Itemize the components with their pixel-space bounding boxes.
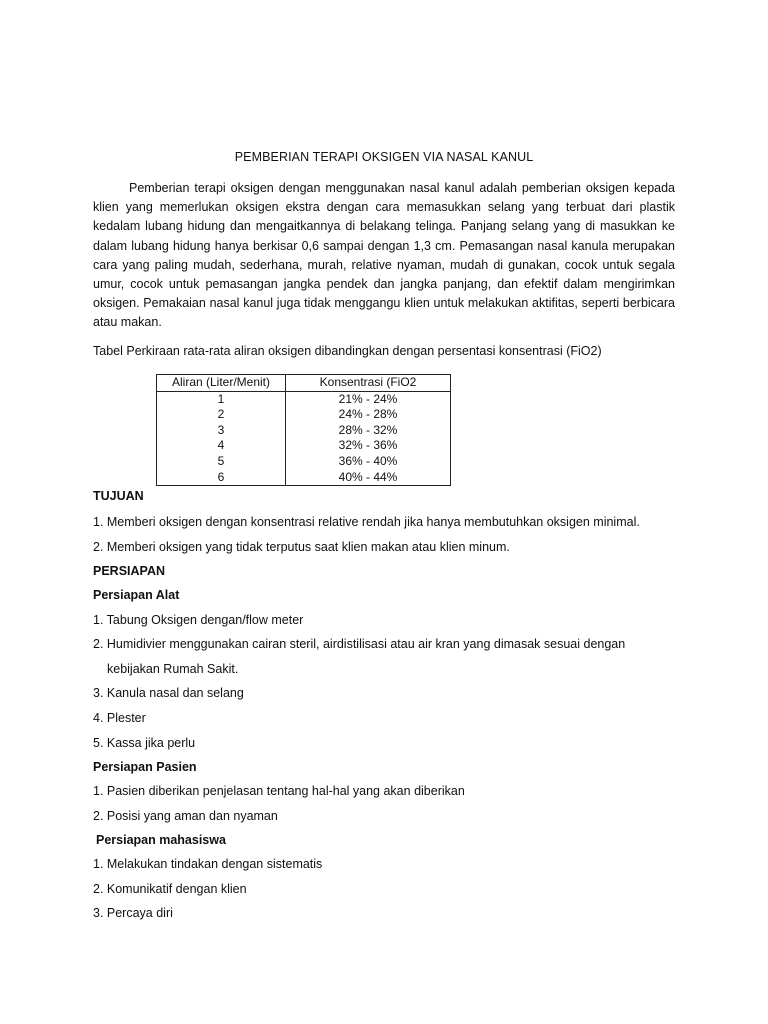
cell-flow: 1 (157, 391, 286, 407)
header-aliran: Aliran (Liter/Menit) (157, 375, 286, 392)
alat-item: 5. Kassa jika perlu (93, 736, 196, 750)
mahasiswa-item: 3. Percaya diri (93, 906, 173, 920)
document-page (93, 0, 675, 1024)
persiapan-heading: PERSIAPAN (93, 564, 166, 578)
table-row (157, 407, 451, 423)
tujuan-item: 2. Memberi oksigen yang tidak terputus saat klien makan atau klien minum. (93, 540, 510, 554)
table-header-row (157, 375, 451, 392)
cell-flow: 3 (157, 423, 286, 439)
intro-paragraph: Pemberian terapi oksigen dengan menggunakan nasal kanul adalah pemberian oksigen kepada klien yang memerlukan oksigen ekstra dengan cara memasukkan selang yang terbuat dari plastik kedalam lubang hidung dan mengaitkannya di belakang telinga. Panjang selang yang di masukkan ke dalam lubang hidung hanya berkisar 0,6 sampai dengan 1,3 cm. Pemasangan nasal kanula merupakan cara yang paling mudah, sederhana, murah, relative nyaman, mudah di gunakan, cocok untuk segala umur, cocok untuk pemasangan jangka pendek dan jangka panjang, dan efektif dalam mengirimkan oksigen. Pemakaian nasal kanul juga tidak menggangu klien untuk melakukan aktifitas, seperti berbicara atau makan. (93, 181, 675, 330)
oxygen-flow-table (156, 374, 451, 486)
document-title: PEMBERIAN TERAPI OKSIGEN VIA NASAL KANUL (234, 150, 534, 164)
alat-item: 4. Plester (93, 711, 146, 725)
cell-concentration: 32% - 36% (286, 438, 451, 454)
table-row (157, 391, 451, 407)
cell-concentration: 24% - 28% (286, 407, 451, 423)
table-row (157, 454, 451, 470)
mahasiswa-item: 1. Melakukan tindakan dengan sistematis (93, 857, 323, 871)
pasien-item: 2. Posisi yang aman dan nyaman (93, 809, 278, 823)
alat-item-continuation: kebijakan Rumah Sakit. (107, 662, 239, 676)
mahasiswa-heading: Persiapan mahasiswa (96, 833, 226, 847)
mahasiswa-item: 2. Komunikatif dengan klien (93, 882, 247, 896)
cell-concentration: 21% - 24% (286, 391, 451, 407)
alat-item: 2. Humidivier menggunakan cairan steril, airdistilisasi atau air kran yang dimasak sesuai dengan (93, 637, 626, 651)
pasien-item: 1. Pasien diberikan penjelasan tentang hal-hal yang akan diberikan (93, 784, 465, 798)
cell-flow: 2 (157, 407, 286, 423)
table-row (157, 438, 451, 454)
cell-concentration: 28% - 32% (286, 423, 451, 439)
cell-flow: 4 (157, 438, 286, 454)
cell-flow: 5 (157, 454, 286, 470)
alat-item: 3. Kanula nasal dan selang (93, 686, 244, 700)
header-konsentrasi: Konsentrasi (FiO2 (286, 375, 451, 392)
tujuan-heading: TUJUAN (93, 489, 144, 503)
cell-concentration: 36% - 40% (286, 454, 451, 470)
tujuan-item: 1. Memberi oksigen dengan konsentrasi relative rendah jika hanya membutuhkan oksigen minimal. (93, 515, 640, 529)
pasien-heading: Persiapan Pasien (93, 760, 197, 774)
table-caption: Tabel Perkiraan rata-rata aliran oksigen dibandingkan dengan persentasi konsentrasi (FiO2) (93, 344, 602, 358)
table-row (157, 423, 451, 439)
cell-flow: 6 (157, 470, 286, 486)
table-row (157, 470, 451, 486)
alat-item: 1. Tabung Oksigen dengan/flow meter (93, 613, 304, 627)
cell-concentration: 40% - 44% (286, 470, 451, 486)
alat-heading: Persiapan Alat (93, 588, 180, 602)
